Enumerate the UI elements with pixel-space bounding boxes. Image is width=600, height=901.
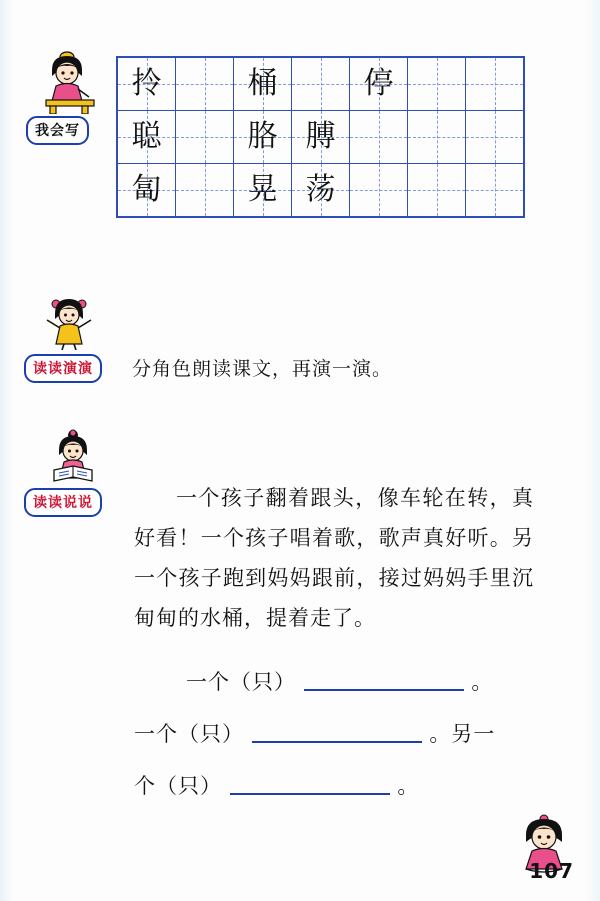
grid-cell[interactable] — [117, 111, 176, 164]
blank-prefix: 一个（只） — [134, 722, 244, 746]
blank-prefix: 一个（只） — [186, 670, 296, 694]
table-row — [117, 57, 524, 111]
blank-suffix: 。另一 — [429, 722, 496, 746]
grid-cell[interactable] — [466, 57, 525, 111]
table-row — [117, 164, 524, 218]
grid-cell[interactable] — [350, 164, 408, 218]
fill-in-blank-line[interactable] — [134, 718, 495, 748]
grid-cell[interactable] — [176, 57, 234, 111]
grid-cell[interactable] — [234, 57, 292, 111]
section-act — [0, 292, 600, 388]
grid-char: 匐 — [131, 172, 162, 207]
table-row — [117, 111, 524, 164]
label-act: 读读演演 — [24, 354, 102, 383]
blank-prefix: 个（只） — [134, 774, 222, 798]
grid-char: 晃 — [247, 172, 278, 207]
girl-cheering-icon — [38, 292, 100, 350]
say-paragraph-text: 一个孩子翻着跟头，像车轮在转，真好看！一个孩子唱着歌，歌声真好听。另一个孩子跑到妈妈跟前，接过妈妈手里沉甸甸的水桶，提着走了。 — [134, 486, 534, 630]
girl-reading-icon — [40, 428, 106, 486]
label-say: 读读说说 — [24, 488, 102, 517]
grid-cell[interactable] — [176, 164, 234, 218]
grid-char: 停 — [363, 66, 394, 101]
grid-cell[interactable] — [176, 111, 234, 164]
grid-cell[interactable] — [466, 111, 525, 164]
page-number: 107 — [529, 859, 574, 883]
grid-char: 胳 — [247, 119, 278, 154]
grid-cell[interactable] — [292, 164, 350, 218]
grid-cell[interactable] — [234, 164, 292, 218]
grid-cell[interactable] — [350, 111, 408, 164]
grid-cell[interactable] — [234, 111, 292, 164]
grid-cell[interactable] — [292, 111, 350, 164]
character-practice-grid — [116, 56, 525, 218]
blank-suffix: 。 — [397, 774, 420, 798]
answer-rule[interactable] — [304, 671, 464, 691]
grid-cell[interactable] — [117, 57, 176, 111]
grid-char: 桶 — [247, 66, 278, 101]
fill-in-blank-line[interactable] — [134, 770, 419, 800]
section-say — [0, 428, 600, 848]
grid-cell[interactable] — [350, 57, 408, 111]
answer-rule[interactable] — [230, 775, 390, 795]
girl-writing-icon — [36, 48, 98, 114]
blank-suffix: 。 — [471, 670, 494, 694]
grid-cell[interactable] — [466, 164, 525, 218]
grid-cell[interactable] — [408, 57, 466, 111]
fill-in-blank-line[interactable] — [186, 666, 493, 696]
grid-char: 拎 — [131, 66, 162, 101]
answer-rule[interactable] — [252, 723, 422, 743]
label-write: 我会写 — [26, 116, 89, 145]
section-write — [0, 40, 600, 260]
grid-cell[interactable] — [408, 111, 466, 164]
act-instruction-text: 分角色朗读课文，再演一演。 — [132, 358, 393, 380]
grid-cell[interactable] — [292, 57, 350, 111]
grid-char: 荡 — [305, 172, 336, 207]
grid-cell[interactable] — [117, 164, 176, 218]
grid-cell[interactable] — [408, 164, 466, 218]
grid-char: 聪 — [131, 119, 162, 154]
grid-char: 膊 — [305, 119, 336, 154]
